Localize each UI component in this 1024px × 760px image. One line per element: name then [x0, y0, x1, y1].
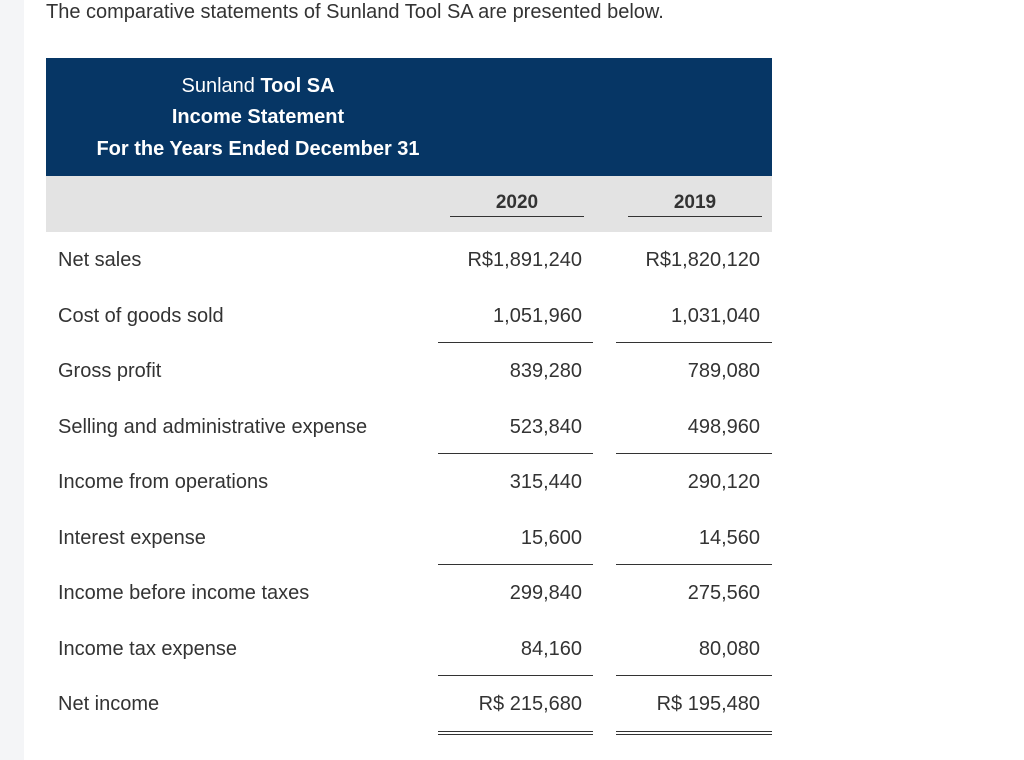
value-2020: 299,840 [509, 582, 582, 604]
row-label: Income before income taxes [58, 582, 310, 604]
year-header-row [46, 176, 772, 232]
row-label: Net income [58, 693, 160, 715]
row-net-income [46, 676, 772, 732]
row-label: Net sales [58, 249, 142, 271]
statement-rows [46, 232, 772, 732]
row-label: Selling and administrative expense [58, 415, 368, 438]
statement-header [46, 58, 772, 176]
row-cost-of-goods-sold [46, 288, 772, 344]
year-2020-header: 2020 [450, 192, 584, 217]
row-selling-admin-expense [46, 399, 772, 455]
row-label: Income tax expense [58, 637, 237, 660]
statement-period: For the Years Ended December 31 [96, 138, 420, 160]
value-2019: 290,120 [687, 471, 760, 493]
value-2020: 315,440 [509, 471, 582, 493]
value-2019: 80,080 [698, 637, 760, 660]
row-label: Gross profit [58, 360, 162, 382]
value-2019: 789,080 [687, 360, 760, 382]
value-2020: 1,051,960 [493, 304, 582, 327]
intro-text: The comparative statements of Sunland Tool SA are presented below. [46, 1, 664, 23]
row-income-from-operations [46, 454, 772, 510]
double-underline-2020 [438, 731, 593, 735]
value-2019: 1,031,040 [671, 304, 760, 327]
left-gutter [0, 0, 24, 760]
company-name-regular: Sunland [181, 75, 261, 97]
company-name-bold: Tool SA [260, 75, 335, 97]
value-2019: 14,560 [698, 526, 760, 549]
value-2020: 523,840 [509, 415, 582, 438]
value-2019: 498,960 [687, 415, 760, 438]
row-net-sales [46, 232, 772, 288]
row-income-before-taxes [46, 565, 772, 621]
value-2020: 839,280 [509, 360, 582, 382]
value-2019: 275,560 [687, 582, 760, 604]
value-2020: R$ 215,680 [478, 693, 582, 715]
row-interest-expense [46, 510, 772, 566]
value-2020: 15,600 [520, 526, 582, 549]
statement-title: Income Statement [171, 106, 345, 128]
income-statement [46, 58, 772, 732]
row-label: Income from operations [58, 471, 269, 493]
row-label: Interest expense [58, 526, 206, 549]
year-2019-header: 2019 [628, 192, 762, 217]
row-income-tax-expense [46, 621, 772, 677]
value-2020: R$1,891,240 [467, 249, 582, 271]
row-label: Cost of goods sold [58, 304, 224, 327]
company-name [46, 74, 470, 98]
row-gross-profit [46, 343, 772, 399]
double-underline-2019 [616, 731, 772, 735]
value-2020: 84,160 [520, 637, 582, 660]
value-2019: R$1,820,120 [645, 249, 760, 271]
value-2019: R$ 195,480 [656, 693, 760, 715]
